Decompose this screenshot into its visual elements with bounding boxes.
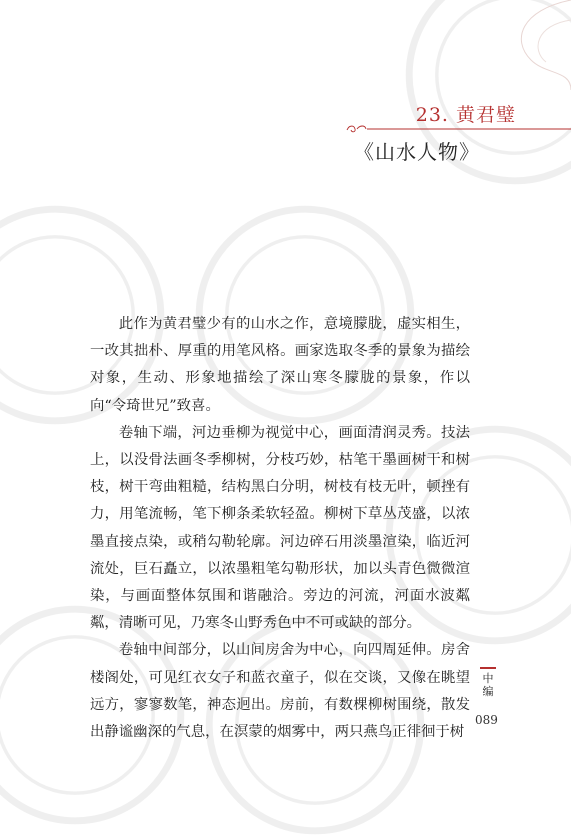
corner-ornament: [411, 0, 571, 110]
paragraph: 此作为黄君璧少有的山水之作，意境朦胧，虚实相生，一改其拙朴、厚重的用笔风格。画家选取冬季的景象为描绘对象，生动、形象地描绘了深山寒冬朦胧的景象，作以向“令琦世兄”致喜。: [90, 316, 470, 414]
paragraph: 卷轴中间部分，以山间房舍为中心，向四周延伸。房舍楼阁处，可见红衣女子和蓝衣童子，似在交谈，又像在眺望远方，寥寥数笔，神态迥出。房前，有数棵柳树围绕，散发出静谧幽深的气息，在溟蒙的烟雾中，两只燕鸟正徘徊于树: [90, 642, 470, 741]
chapter-marker: [479, 667, 497, 698]
section-heading: [345, 100, 571, 130]
section-title: 23. 黄君璧: [415, 104, 516, 126]
page-number: 089: [475, 713, 498, 727]
chapter-marker-bar: [480, 667, 496, 669]
chapter-label: 中 编: [482, 672, 494, 698]
paragraph: 卷轴下端，河边垂柳为视觉中心，画面清润灵秀。技法上，以没骨法画冬季柳树，分枝巧妙，枯笔干墨画树干和树枝，树干弯曲粗糙，结构黑白分明，树枝有枝无叶，顿挫有力，用笔流畅，笔下柳条柔软轻盈。柳树下草丛茂盛，以浓墨直接点染，或稍勾勒轮廓。河边碎石用淡墨渲染，临近河流处，巨石矗立，以浓墨粗笔勾勒形状，加以头青色微微渲染，与画面整体氛围和谐融洽。旁边的河流，河面水波粼粼，清晰可见，乃寒冬山野秀色中不可或缺的部分。: [90, 424, 470, 632]
artwork-title: 《山水人物》: [354, 140, 480, 164]
article-body: [90, 311, 470, 746]
section-rule-ornament: [345, 124, 571, 134]
